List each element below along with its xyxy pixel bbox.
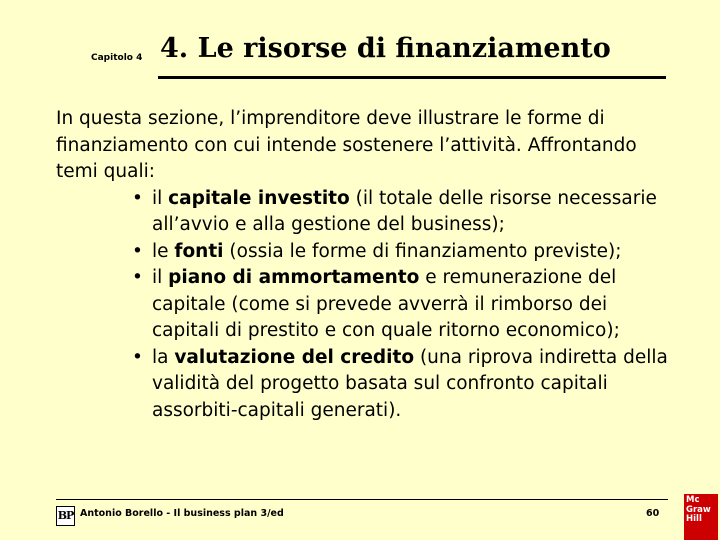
bullet-item-capitale: [132, 186, 676, 239]
bullet-text-post: (una riprova indiretta della validità del progetto basata sul confronto capitali assorbiti-capitali generati).: [152, 346, 668, 421]
bullet-text-pre: il: [152, 187, 169, 209]
logo-line: Hill: [686, 514, 702, 524]
intro-paragraph: In questa sezione, l’imprenditore deve illustrare le forme di finanziamento con cui intende sostenere l’attività. Affrontando temi quali:: [56, 108, 637, 182]
bullet-icon: •: [132, 267, 143, 288]
logo-line: Graw: [686, 504, 711, 515]
bullet-text-bold: capitale investito: [168, 187, 350, 209]
chapter-label: Capitolo 4: [91, 53, 143, 63]
bullet-text-bold: fonti: [174, 240, 224, 262]
bullet-text-bold: piano di ammortamento: [168, 267, 420, 288]
bullet-item-fonti: [132, 239, 676, 266]
bullet-icon: •: [132, 240, 143, 262]
bullet-item-piano: [132, 265, 676, 345]
bullet-icon: •: [132, 346, 143, 368]
bullet-item-valutazione: [132, 345, 676, 425]
footer-credit: Antonio Borello - Il business plan 3/ed: [80, 508, 284, 519]
mcgraw-hill-logo-icon: [684, 494, 718, 540]
slide-title: 4. Le risorse di finanziamento: [160, 33, 611, 64]
page-number: 60: [646, 508, 660, 519]
bullet-text-post: e remunerazione del capitale (come si prevede avverrà il rimborso dei capitali di prestito e con quale ritorno economico);: [152, 267, 620, 341]
bullet-icon: •: [132, 187, 143, 209]
slide-body: [56, 106, 676, 424]
bullet-text-bold: valutazione del credito: [174, 346, 415, 368]
bp-logo-icon: BP: [56, 506, 75, 526]
bullet-text-pre: il: [152, 267, 169, 288]
bullet-text-pre: la: [152, 346, 175, 368]
bullet-list: [56, 186, 676, 425]
footer-divider: [56, 499, 668, 500]
bullet-text-post: (ossia le forme di finanziamento previste);: [223, 240, 622, 262]
bullet-text-pre: le: [152, 240, 175, 262]
title-divider: [158, 76, 666, 79]
logo-line: Mc: [686, 495, 700, 505]
bullet-text-post: (il totale delle risorse necessarie all’avvio e alla gestione del business);: [152, 187, 657, 235]
